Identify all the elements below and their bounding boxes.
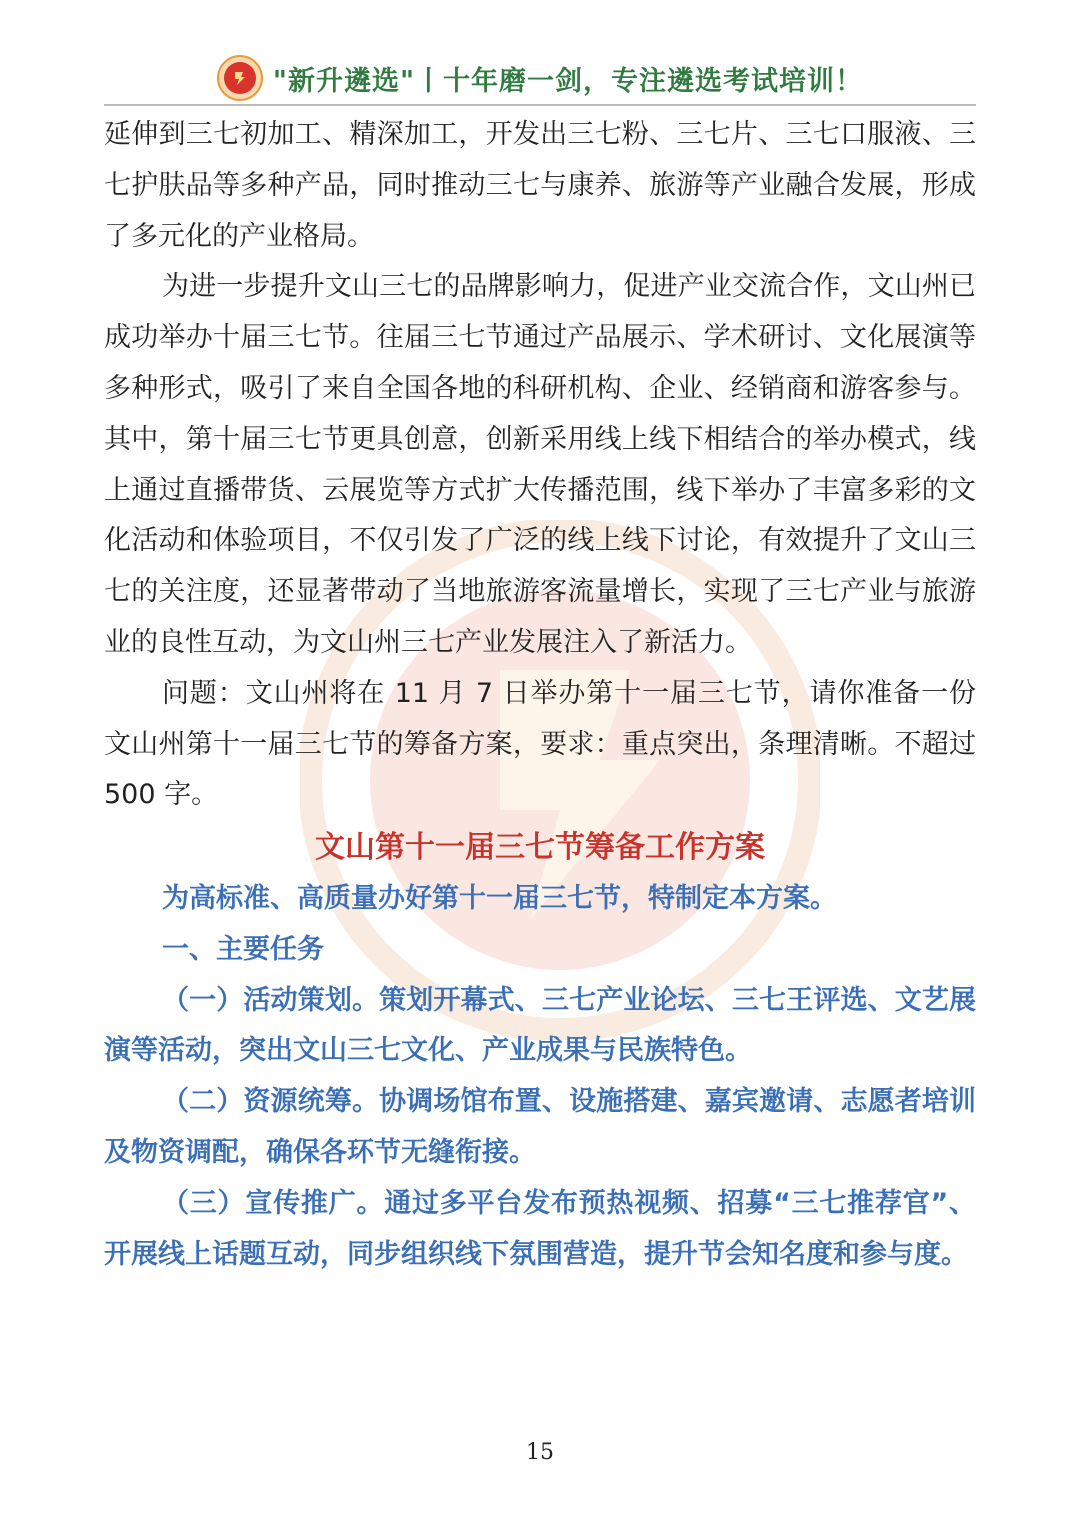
paragraph-continued: 延伸到三七初加工、精深加工，开发出三七粉、三七片、三七口服液、三七护肤品等多种产品，同时推动三七与康养、旅游等产业融合发展，形成了多元化的产业格局。	[104, 119, 976, 252]
answer-title: 文山第十一届三七节筹备工作方案	[315, 830, 765, 866]
document-body	[104, 110, 976, 1280]
page-number: 15	[526, 1440, 554, 1465]
answer-intro: 为高标准、高质量办好第十一届三七节，特制定本方案。	[162, 882, 837, 914]
task-item-1: （一）活动策划。策划开幕式、三七产业论坛、三七王评选、文艺展演等活动，突出文山三七文化、产业成果与民族特色。	[104, 984, 976, 1067]
seal-emblem-icon	[229, 67, 251, 89]
task-item-3: （三）宣传推广。通过多平台发布预热视频、招募“三七推荐官”、开展线上话题互动，同步组织线下氛围营造，提升节会知名度和参与度。	[104, 1187, 976, 1270]
seal-logo-icon	[217, 55, 263, 101]
header-divider	[104, 104, 976, 106]
question-paragraph: 问题：文山州将在 11 月 7 日举办第十一届三七节，请你准备一份文山州第十一届三七节的筹备方案，要求：重点突出，条理清晰。不超过 500 字。	[104, 677, 976, 811]
paragraph-background: 为进一步提升文山三七的品牌影响力，促进产业交流合作，文山州已成功举办十届三七节。往届三七节通过产品展示、学术研讨、文化展演等多种形式，吸引了来自全国各地的科研机构、企业、经销商和游客参与。其中，第十届三七节更具创意，创新采用线上线下相结合的举办模式，线上通过直播带货、云展览等方式扩大传播范围，线下举办了丰富多彩的文化活动和体验项目，不仅引发了广泛的线上线下讨论，有效提升了文山三七的关注度，还显著带动了当地旅游客流量增长，实现了三七产业与旅游业的良性互动，为文山州三七产业发展注入了新活力。	[104, 271, 976, 658]
header-slogan: "新升遴选"丨十年磨一剑，专注遴选考试培训！	[272, 65, 864, 97]
section-heading: 一、主要任务	[162, 933, 324, 965]
task-item-2: （二）资源统筹。协调场馆布置、设施搭建、嘉宾邀请、志愿者培训及物资调配，确保各环节无缝衔接。	[104, 1086, 976, 1168]
page-header	[104, 52, 976, 104]
